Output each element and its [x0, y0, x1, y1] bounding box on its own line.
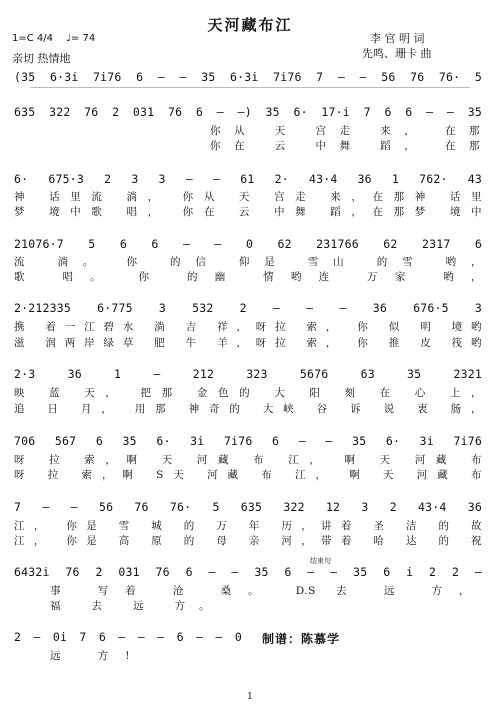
lyric-verse-1: 携 着一江碧水 淌 吉 祥，呀拉 索， 你 似 明 境哟: [14, 321, 482, 333]
transcriber-credit: 制谱：陈慕学: [262, 632, 341, 646]
notation-line: 2 — 0i 7 6 — — — 6 — — 0: [14, 630, 242, 644]
key: 1=C: [12, 33, 34, 44]
lyricist-credit: 李 官 明 词: [370, 32, 425, 45]
lyric-verse-2: 你在 云 中舞 蹈， 在那: [210, 140, 480, 152]
notation-line: 21076·7 5 6 6 — — 0 62 231766 62 2317 6: [14, 237, 482, 251]
tempo: ♩= 74: [66, 33, 96, 44]
song-title: 天河藏布江: [207, 16, 293, 34]
lyric-verse-1: 你从 天 宫走 来， 在那: [210, 125, 480, 137]
lyric-verse-2: 歌 唱。 你 的幽 情哟连 万家 哟，: [14, 271, 482, 283]
lyric-final: 远 方!: [50, 650, 130, 662]
composer-credit: 先鸣、珊卡 曲: [362, 47, 432, 60]
expression-mark: 亲切 热情地: [12, 52, 71, 65]
lyric-verse-2: 呀 拉 索，啊 S天 河藏 布 江， 啊 天 河藏 布: [14, 469, 482, 481]
end-phrase-mark: 结束句: [310, 557, 331, 565]
meter: 4/4: [36, 33, 54, 44]
lyric-verse-2: 福 去 远 方。: [50, 600, 210, 612]
lyric-verse-2: 滋 润两岸绿草 肥 牛 羊，呀拉 索， 你 推 皮 筏哟: [14, 337, 482, 349]
lyric-verse-1: 事 写着 沧 桑。 D.S 去 远 方，: [50, 585, 470, 597]
lyric-verse-2: 追 日 月， 用那 神奇的 大峡 谷 诉 说 衷 肠，: [14, 403, 482, 415]
lyric-verse-1: 流 淌。 你 的信 仰是 雪山 的雪 哟，: [14, 256, 482, 268]
notation-line: 2·3 36 1 — 212 323 5676 63 35 2321: [14, 367, 482, 381]
lyric-verse-1: 神 话里流 淌， 你从 天 宫走 来，在那神 话里: [14, 191, 482, 203]
lyric-verse-1: 映 蓝 天， 把那 金色的 大 阳 刻 在 心 上，: [14, 387, 482, 399]
notation-line: 6432i 76 2 031 76 6 — — 35 6 — — 35 6 i 2 2 —: [14, 565, 482, 579]
notation-line: 2·212335 6·775 3 532 2 — — — 36 676·5 3: [14, 301, 482, 315]
key-signature: [12, 33, 95, 44]
lyric-verse-2: 江， 你是 高 原 的 母 亲 河，带着 哈 达 的 祝: [14, 535, 482, 547]
notation-line: 706 567 6 35 6· 3i 7i76 6 — — 35 6· 3i 7i76: [14, 434, 482, 448]
notation-line: (35 6·3i 7i76 6 — — 35 6·3i 7i76 7 — — 56 76 76· 5: [14, 70, 482, 84]
notation-line: 6· 675·3 2 3 3 — — 61 2· 43·4 36 1 762· 43: [14, 172, 482, 186]
beam-line: [30, 87, 470, 88]
notation-line: 7 — — 56 76 76· 5 635 322 12 3 2 43·4 36: [14, 500, 482, 514]
page-number: 1: [247, 692, 253, 702]
lyric-verse-1: 江， 你是 雪 城 的 万 年 历，讲着 圣 洁 的 故: [14, 520, 482, 532]
lyric-verse-1: 呀 拉 索，啊 天 河藏 布 江， 啊 天 河藏 布: [14, 454, 482, 466]
lyric-verse-2: 梦 境中歌 唱， 你在 云 中舞 蹈，在那梦 境中: [14, 206, 482, 218]
notation-line: 635 322 76 2 031 76 6 — —) 35 6· 17·i 7 6 6 — — 35: [14, 105, 482, 119]
